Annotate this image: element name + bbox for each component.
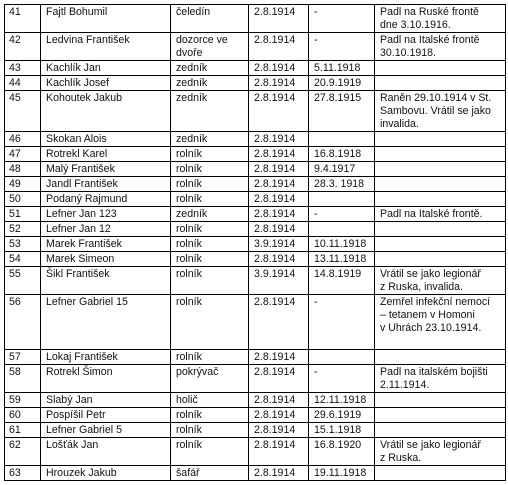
enlistment-date-cell: 2.8.1914 — [249, 162, 309, 177]
enlistment-date-cell: 2.8.1914 — [249, 252, 309, 267]
enlistment-date-cell: 2.8.1914 — [249, 408, 309, 423]
note-cell: Padl na italském bojišti 2.11.1914. — [375, 365, 506, 393]
return-date-cell: - — [309, 365, 375, 393]
soldier-name-cell: Marek František — [41, 237, 171, 252]
table-row — [5, 207, 506, 222]
note-cell: Zemřel infekční nemocí – tetanem v Homoni v Uhrách 23.10.1914. — [375, 295, 506, 350]
soldier-name-cell: Rotrekl Karel — [41, 147, 171, 162]
soldier-name-cell: Fajtl Bohumil — [41, 5, 171, 33]
table-row — [5, 177, 506, 192]
row-number-cell: 57 — [5, 350, 41, 365]
return-date-cell: - — [309, 295, 375, 350]
row-number-cell: 55 — [5, 267, 41, 295]
return-date-cell: 9.4.1917 — [309, 162, 375, 177]
occupation-cell: šafář — [171, 466, 249, 481]
soldier-name-cell: Lefner Gabriel 15 — [41, 295, 171, 350]
soldiers-table — [4, 4, 506, 481]
occupation-cell: rolník — [171, 162, 249, 177]
row-number-cell: 59 — [5, 393, 41, 408]
table-row — [5, 423, 506, 438]
note-cell — [375, 192, 506, 207]
note-cell — [375, 76, 506, 91]
occupation-cell: rolník — [171, 438, 249, 466]
note-cell: Raněn 29.10.1914 v St. Sambovu. Vrátil se jako invalida. — [375, 91, 506, 132]
note-cell — [375, 350, 506, 365]
table-row — [5, 132, 506, 147]
occupation-cell: rolník — [171, 295, 249, 350]
table-row — [5, 267, 506, 295]
row-number-cell: 62 — [5, 438, 41, 466]
enlistment-date-cell: 2.8.1914 — [249, 466, 309, 481]
return-date-cell: 28.3. 1918 — [309, 177, 375, 192]
soldier-name-cell: Lefner Jan 123 — [41, 207, 171, 222]
row-number-cell: 47 — [5, 147, 41, 162]
return-date-cell: 5.11.1918 — [309, 61, 375, 76]
table-row — [5, 408, 506, 423]
occupation-cell: rolník — [171, 267, 249, 295]
row-number-cell: 43 — [5, 61, 41, 76]
note-cell: Padl na Ruské frontě dne 3.10.1916. — [375, 5, 506, 33]
table-row — [5, 33, 506, 61]
note-cell — [375, 393, 506, 408]
note-cell — [375, 132, 506, 147]
table-row — [5, 466, 506, 481]
note-cell — [375, 177, 506, 192]
note-cell: Padl na Italské frontě 30.10.1918. — [375, 33, 506, 61]
soldier-name-cell: Pospíšil Petr — [41, 408, 171, 423]
return-date-cell: 19.11.1918 — [309, 466, 375, 481]
note-cell — [375, 423, 506, 438]
return-date-cell: - — [309, 207, 375, 222]
return-date-cell: 15.1.1918 — [309, 423, 375, 438]
enlistment-date-cell: 2.8.1914 — [249, 5, 309, 33]
occupation-cell: rolník — [171, 408, 249, 423]
occupation-cell: rolník — [171, 423, 249, 438]
return-date-cell: 27.8.1915 — [309, 91, 375, 132]
occupation-cell: zedník — [171, 76, 249, 91]
row-number-cell: 49 — [5, 177, 41, 192]
soldier-name-cell: Šikl František — [41, 267, 171, 295]
table-row — [5, 147, 506, 162]
enlistment-date-cell: 2.8.1914 — [249, 207, 309, 222]
row-number-cell: 45 — [5, 91, 41, 132]
row-number-cell: 44 — [5, 76, 41, 91]
row-number-cell: 48 — [5, 162, 41, 177]
table-row — [5, 365, 506, 393]
enlistment-date-cell: 2.8.1914 — [249, 76, 309, 91]
return-date-cell: 29.6.1919 — [309, 408, 375, 423]
table-row — [5, 295, 506, 350]
enlistment-date-cell: 2.8.1914 — [249, 61, 309, 76]
note-cell — [375, 466, 506, 481]
soldier-name-cell: Kachlík Josef — [41, 76, 171, 91]
return-date-cell: 12.11.1918 — [309, 393, 375, 408]
enlistment-date-cell: 2.8.1914 — [249, 33, 309, 61]
row-number-cell: 46 — [5, 132, 41, 147]
enlistment-date-cell: 2.8.1914 — [249, 132, 309, 147]
row-number-cell: 56 — [5, 295, 41, 350]
occupation-cell: rolník — [171, 147, 249, 162]
table-row — [5, 237, 506, 252]
soldier-name-cell: Malý František — [41, 162, 171, 177]
return-date-cell: - — [309, 5, 375, 33]
row-number-cell: 42 — [5, 33, 41, 61]
return-date-cell — [309, 222, 375, 237]
return-date-cell — [309, 192, 375, 207]
row-number-cell: 52 — [5, 222, 41, 237]
table-row — [5, 222, 506, 237]
occupation-cell: holič — [171, 393, 249, 408]
note-cell: Vrátil se jako legionář z Ruska, invalida. — [375, 267, 506, 295]
occupation-cell: rolník — [171, 237, 249, 252]
occupation-cell: zedník — [171, 61, 249, 76]
table-row — [5, 162, 506, 177]
soldier-name-cell: Jandl František — [41, 177, 171, 192]
note-cell: Vrátil se jako legionář z Ruska. — [375, 438, 506, 466]
enlistment-date-cell: 2.8.1914 — [249, 423, 309, 438]
occupation-cell: rolník — [171, 222, 249, 237]
occupation-cell: rolník — [171, 252, 249, 267]
enlistment-date-cell: 3.9.1914 — [249, 267, 309, 295]
soldier-name-cell: Rotrekl Šimon — [41, 365, 171, 393]
soldier-name-cell: Kohoutek Jakub — [41, 91, 171, 132]
occupation-cell: zedník — [171, 91, 249, 132]
row-number-cell: 51 — [5, 207, 41, 222]
row-number-cell: 63 — [5, 466, 41, 481]
note-cell — [375, 222, 506, 237]
enlistment-date-cell: 2.8.1914 — [249, 393, 309, 408]
row-number-cell: 54 — [5, 252, 41, 267]
enlistment-date-cell: 2.8.1914 — [249, 192, 309, 207]
row-number-cell: 60 — [5, 408, 41, 423]
return-date-cell: 16.8.1920 — [309, 438, 375, 466]
occupation-cell: pokrývač — [171, 365, 249, 393]
enlistment-date-cell: 2.8.1914 — [249, 91, 309, 132]
enlistment-date-cell: 2.8.1914 — [249, 295, 309, 350]
soldier-name-cell: Kachlík Jan — [41, 61, 171, 76]
note-cell: Padl na Italské frontě. — [375, 207, 506, 222]
soldier-name-cell: Slabý Jan — [41, 393, 171, 408]
table-row — [5, 91, 506, 132]
table-row — [5, 252, 506, 267]
soldier-name-cell: Marek Simeon — [41, 252, 171, 267]
enlistment-date-cell: 2.8.1914 — [249, 438, 309, 466]
enlistment-date-cell: 2.8.1914 — [249, 222, 309, 237]
occupation-cell: rolník — [171, 177, 249, 192]
return-date-cell: 14.8.1919 — [309, 267, 375, 295]
soldier-name-cell: Lošťák Jan — [41, 438, 171, 466]
table-row — [5, 76, 506, 91]
table-row — [5, 192, 506, 207]
table-row — [5, 5, 506, 33]
return-date-cell: - — [309, 33, 375, 61]
note-cell — [375, 408, 506, 423]
soldier-name-cell: Ledvina František — [41, 33, 171, 61]
return-date-cell — [309, 350, 375, 365]
note-cell — [375, 162, 506, 177]
occupation-cell: zedník — [171, 207, 249, 222]
enlistment-date-cell: 2.8.1914 — [249, 177, 309, 192]
enlistment-date-cell: 3.9.1914 — [249, 237, 309, 252]
row-number-cell: 41 — [5, 5, 41, 33]
occupation-cell: dozorce ve dvoře — [171, 33, 249, 61]
row-number-cell: 50 — [5, 192, 41, 207]
row-number-cell: 61 — [5, 423, 41, 438]
note-cell — [375, 237, 506, 252]
table-row — [5, 61, 506, 76]
soldier-name-cell: Lefner Gabriel 5 — [41, 423, 171, 438]
note-cell — [375, 252, 506, 267]
note-cell — [375, 147, 506, 162]
occupation-cell: rolník — [171, 350, 249, 365]
enlistment-date-cell: 2.8.1914 — [249, 350, 309, 365]
note-cell — [375, 61, 506, 76]
soldier-name-cell: Hrouzek Jakub — [41, 466, 171, 481]
occupation-cell: zedník — [171, 132, 249, 147]
return-date-cell: 13.11.1918 — [309, 252, 375, 267]
soldier-name-cell: Lokaj František — [41, 350, 171, 365]
soldier-name-cell: Skokan Alois — [41, 132, 171, 147]
return-date-cell: 10.11.1918 — [309, 237, 375, 252]
enlistment-date-cell: 2.8.1914 — [249, 147, 309, 162]
table-row — [5, 350, 506, 365]
enlistment-date-cell: 2.8.1914 — [249, 365, 309, 393]
return-date-cell: 20.9.1919 — [309, 76, 375, 91]
occupation-cell: čeledín — [171, 5, 249, 33]
table-row — [5, 393, 506, 408]
table-row — [5, 438, 506, 466]
occupation-cell: rolník — [171, 192, 249, 207]
row-number-cell: 58 — [5, 365, 41, 393]
soldier-name-cell: Podaný Rajmund — [41, 192, 171, 207]
return-date-cell — [309, 132, 375, 147]
table-body — [5, 5, 506, 481]
soldier-name-cell: Lefner Jan 12 — [41, 222, 171, 237]
return-date-cell: 16.8.1918 — [309, 147, 375, 162]
row-number-cell: 53 — [5, 237, 41, 252]
